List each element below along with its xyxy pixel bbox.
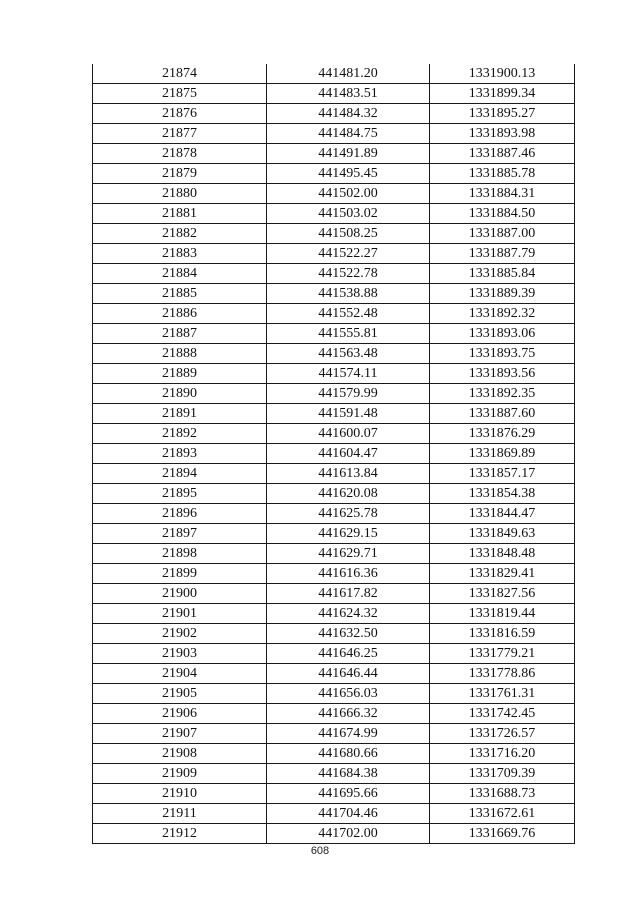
table-row xyxy=(93,244,575,264)
point-id-cell: 21889 xyxy=(93,364,267,384)
y-coordinate-cell: 1331819.44 xyxy=(430,604,575,624)
point-id-cell: 21903 xyxy=(93,644,267,664)
table-row xyxy=(93,224,575,244)
point-id-cell: 21900 xyxy=(93,584,267,604)
point-id-cell: 21899 xyxy=(93,564,267,584)
y-coordinate-cell: 1331742.45 xyxy=(430,704,575,724)
point-id-cell: 21880 xyxy=(93,184,267,204)
y-coordinate-cell: 1331829.41 xyxy=(430,564,575,584)
table-row xyxy=(93,804,575,824)
x-coordinate-cell: 441702.00 xyxy=(267,824,430,844)
x-coordinate-cell: 441538.88 xyxy=(267,284,430,304)
table-row xyxy=(93,184,575,204)
x-coordinate-cell: 441600.07 xyxy=(267,424,430,444)
table-row xyxy=(93,344,575,364)
point-id-cell: 21908 xyxy=(93,744,267,764)
y-coordinate-cell: 1331893.75 xyxy=(430,344,575,364)
point-id-cell: 21879 xyxy=(93,164,267,184)
y-coordinate-cell: 1331893.56 xyxy=(430,364,575,384)
point-id-cell: 21901 xyxy=(93,604,267,624)
point-id-cell: 21877 xyxy=(93,124,267,144)
table-row xyxy=(93,424,575,444)
y-coordinate-cell: 1331779.21 xyxy=(430,644,575,664)
point-id-cell: 21878 xyxy=(93,144,267,164)
point-id-cell: 21883 xyxy=(93,244,267,264)
table-row xyxy=(93,364,575,384)
point-id-cell: 21897 xyxy=(93,524,267,544)
table-row xyxy=(93,704,575,724)
point-id-cell: 21895 xyxy=(93,484,267,504)
y-coordinate-cell: 1331778.86 xyxy=(430,664,575,684)
point-id-cell: 21905 xyxy=(93,684,267,704)
point-id-cell: 21876 xyxy=(93,104,267,124)
table-row xyxy=(93,504,575,524)
x-coordinate-cell: 441522.27 xyxy=(267,244,430,264)
y-coordinate-cell: 1331893.06 xyxy=(430,324,575,344)
x-coordinate-cell: 441552.48 xyxy=(267,304,430,324)
point-id-cell: 21881 xyxy=(93,204,267,224)
y-coordinate-cell: 1331709.39 xyxy=(430,764,575,784)
y-coordinate-cell: 1331844.47 xyxy=(430,504,575,524)
y-coordinate-cell: 1331726.57 xyxy=(430,724,575,744)
x-coordinate-cell: 441522.78 xyxy=(267,264,430,284)
x-coordinate-cell: 441491.89 xyxy=(267,144,430,164)
point-id-cell: 21886 xyxy=(93,304,267,324)
table-row xyxy=(93,404,575,424)
x-coordinate-cell: 441625.78 xyxy=(267,504,430,524)
y-coordinate-cell: 1331761.31 xyxy=(430,684,575,704)
table-row xyxy=(93,484,575,504)
y-coordinate-cell: 1331857.17 xyxy=(430,464,575,484)
y-coordinate-cell: 1331688.73 xyxy=(430,784,575,804)
y-coordinate-cell: 1331892.35 xyxy=(430,384,575,404)
y-coordinate-cell: 1331884.50 xyxy=(430,204,575,224)
y-coordinate-cell: 1331848.48 xyxy=(430,544,575,564)
y-coordinate-cell: 1331869.89 xyxy=(430,444,575,464)
x-coordinate-cell: 441484.75 xyxy=(267,124,430,144)
y-coordinate-cell: 1331816.59 xyxy=(430,624,575,644)
y-coordinate-cell: 1331887.79 xyxy=(430,244,575,264)
table-row xyxy=(93,104,575,124)
x-coordinate-cell: 441704.46 xyxy=(267,804,430,824)
x-coordinate-cell: 441629.71 xyxy=(267,544,430,564)
table-row xyxy=(93,584,575,604)
point-id-cell: 21875 xyxy=(93,84,267,104)
table-row xyxy=(93,564,575,584)
table-row xyxy=(93,384,575,404)
y-coordinate-cell: 1331893.98 xyxy=(430,124,575,144)
point-id-cell: 21909 xyxy=(93,764,267,784)
point-id-cell: 21896 xyxy=(93,504,267,524)
coordinates-table xyxy=(92,64,575,844)
x-coordinate-cell: 441574.11 xyxy=(267,364,430,384)
table-row xyxy=(93,784,575,804)
y-coordinate-cell: 1331716.20 xyxy=(430,744,575,764)
table-row xyxy=(93,164,575,184)
table-row xyxy=(93,604,575,624)
table-row xyxy=(93,144,575,164)
y-coordinate-cell: 1331672.61 xyxy=(430,804,575,824)
y-coordinate-cell: 1331887.00 xyxy=(430,224,575,244)
x-coordinate-cell: 441646.44 xyxy=(267,664,430,684)
x-coordinate-cell: 441483.51 xyxy=(267,84,430,104)
x-coordinate-cell: 441616.36 xyxy=(267,564,430,584)
x-coordinate-cell: 441555.81 xyxy=(267,324,430,344)
x-coordinate-cell: 441617.82 xyxy=(267,584,430,604)
x-coordinate-cell: 441624.32 xyxy=(267,604,430,624)
point-id-cell: 21892 xyxy=(93,424,267,444)
x-coordinate-cell: 441591.48 xyxy=(267,404,430,424)
x-coordinate-cell: 441508.25 xyxy=(267,224,430,244)
coordinates-table-container xyxy=(92,64,574,844)
table-row xyxy=(93,204,575,224)
x-coordinate-cell: 441484.32 xyxy=(267,104,430,124)
x-coordinate-cell: 441502.00 xyxy=(267,184,430,204)
point-id-cell: 21874 xyxy=(93,64,267,84)
coordinates-table-body xyxy=(93,64,575,844)
y-coordinate-cell: 1331876.29 xyxy=(430,424,575,444)
x-coordinate-cell: 441613.84 xyxy=(267,464,430,484)
x-coordinate-cell: 441503.02 xyxy=(267,204,430,224)
y-coordinate-cell: 1331900.13 xyxy=(430,64,575,84)
point-id-cell: 21884 xyxy=(93,264,267,284)
y-coordinate-cell: 1331892.32 xyxy=(430,304,575,324)
y-coordinate-cell: 1331889.39 xyxy=(430,284,575,304)
table-row xyxy=(93,264,575,284)
y-coordinate-cell: 1331849.63 xyxy=(430,524,575,544)
x-coordinate-cell: 441680.66 xyxy=(267,744,430,764)
point-id-cell: 21890 xyxy=(93,384,267,404)
x-coordinate-cell: 441695.66 xyxy=(267,784,430,804)
point-id-cell: 21885 xyxy=(93,284,267,304)
table-row xyxy=(93,824,575,844)
table-row xyxy=(93,544,575,564)
y-coordinate-cell: 1331854.38 xyxy=(430,484,575,504)
table-row xyxy=(93,124,575,144)
point-id-cell: 21887 xyxy=(93,324,267,344)
table-row xyxy=(93,644,575,664)
x-coordinate-cell: 441481.20 xyxy=(267,64,430,84)
x-coordinate-cell: 441579.99 xyxy=(267,384,430,404)
point-id-cell: 21882 xyxy=(93,224,267,244)
x-coordinate-cell: 441620.08 xyxy=(267,484,430,504)
x-coordinate-cell: 441629.15 xyxy=(267,524,430,544)
table-row xyxy=(93,324,575,344)
table-row xyxy=(93,284,575,304)
x-coordinate-cell: 441656.03 xyxy=(267,684,430,704)
y-coordinate-cell: 1331885.84 xyxy=(430,264,575,284)
x-coordinate-cell: 441495.45 xyxy=(267,164,430,184)
table-row xyxy=(93,764,575,784)
x-coordinate-cell: 441632.50 xyxy=(267,624,430,644)
table-row xyxy=(93,304,575,324)
point-id-cell: 21904 xyxy=(93,664,267,684)
point-id-cell: 21902 xyxy=(93,624,267,644)
x-coordinate-cell: 441666.32 xyxy=(267,704,430,724)
y-coordinate-cell: 1331887.60 xyxy=(430,404,575,424)
y-coordinate-cell: 1331669.76 xyxy=(430,824,575,844)
point-id-cell: 21898 xyxy=(93,544,267,564)
point-id-cell: 21893 xyxy=(93,444,267,464)
x-coordinate-cell: 441563.48 xyxy=(267,344,430,364)
x-coordinate-cell: 441684.38 xyxy=(267,764,430,784)
y-coordinate-cell: 1331884.31 xyxy=(430,184,575,204)
table-row xyxy=(93,664,575,684)
x-coordinate-cell: 441604.47 xyxy=(267,444,430,464)
table-row xyxy=(93,744,575,764)
y-coordinate-cell: 1331899.34 xyxy=(430,84,575,104)
y-coordinate-cell: 1331885.78 xyxy=(430,164,575,184)
y-coordinate-cell: 1331895.27 xyxy=(430,104,575,124)
point-id-cell: 21907 xyxy=(93,724,267,744)
point-id-cell: 21891 xyxy=(93,404,267,424)
point-id-cell: 21910 xyxy=(93,784,267,804)
x-coordinate-cell: 441646.25 xyxy=(267,644,430,664)
table-row xyxy=(93,64,575,84)
point-id-cell: 21906 xyxy=(93,704,267,724)
table-row xyxy=(93,84,575,104)
x-coordinate-cell: 441674.99 xyxy=(267,724,430,744)
point-id-cell: 21911 xyxy=(93,804,267,824)
point-id-cell: 21888 xyxy=(93,344,267,364)
table-row xyxy=(93,444,575,464)
table-row xyxy=(93,524,575,544)
table-row xyxy=(93,684,575,704)
table-row xyxy=(93,624,575,644)
point-id-cell: 21912 xyxy=(93,824,267,844)
y-coordinate-cell: 1331887.46 xyxy=(430,144,575,164)
page-number: 608 xyxy=(310,845,330,857)
table-row xyxy=(93,464,575,484)
table-row xyxy=(93,724,575,744)
y-coordinate-cell: 1331827.56 xyxy=(430,584,575,604)
point-id-cell: 21894 xyxy=(93,464,267,484)
